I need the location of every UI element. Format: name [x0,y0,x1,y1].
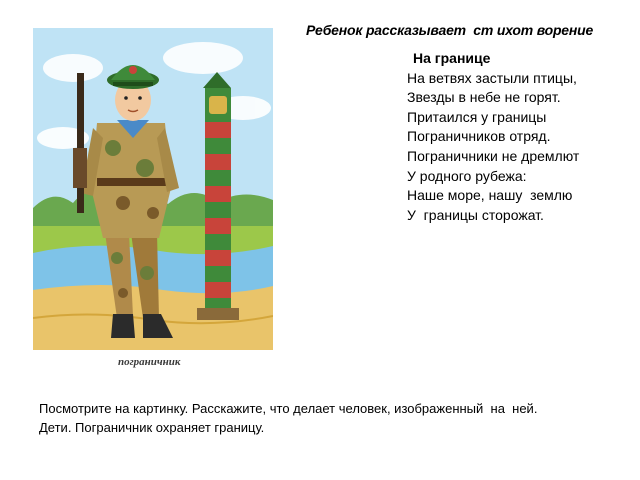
poem-line: Пограничники не дремлют [407,147,580,164]
poem-line: Притаился у границы [407,108,547,125]
poem-line: Наше море, нашу землю [407,187,573,204]
poem-title: На границе [413,50,491,66]
border-guard-illustration [33,28,273,377]
poem-line: У границы сторожат. [407,206,544,223]
instruction-question: Посмотрите на картинку. Расскажите, что делает человек, изображенный на ней. [39,401,538,416]
poem-line: У родного рубежа: [407,167,527,184]
poem-block [407,49,579,225]
instruction-answer: Дети. Пограничник охраняет границу. [39,420,265,435]
picture-caption: пограничник [118,356,181,368]
poem-line: Пограничников отряд. [407,128,551,145]
instruction-block [39,399,537,437]
poem-line: На ветвях застыли птицы, [407,69,577,86]
poem-line: Звезды в небе не горят. [407,89,561,106]
slide-heading: Ребенок рассказывает ст ихот ворение [306,22,594,38]
